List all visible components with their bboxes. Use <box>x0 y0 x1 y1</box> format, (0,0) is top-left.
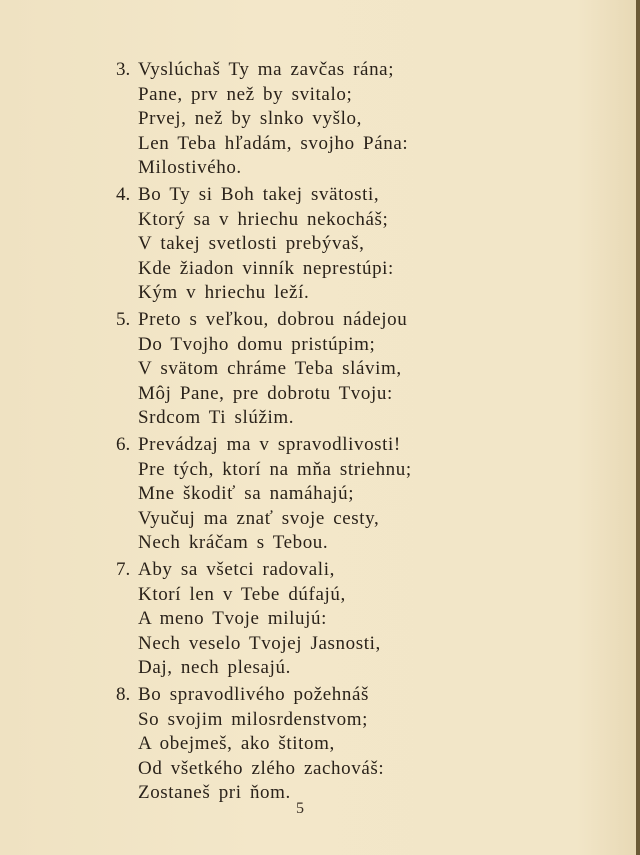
verse-line: Aby sa všetci radovali, <box>138 559 335 580</box>
verse-line: Nech veselo Tvojej Jasnosti, <box>138 632 381 654</box>
verse-line: Môj Pane, pre dobrotu Tvoju: <box>138 382 393 404</box>
verse-line: Vyslúchaš Ty ma zavčas rána; <box>138 59 395 80</box>
verse-line: Do Tvojho domu pristúpim; <box>138 333 376 355</box>
verse-lines <box>138 58 408 181</box>
verse-number: 8. <box>116 684 131 705</box>
verse-line: Prevádzaj ma v spravodlivosti! <box>138 434 401 455</box>
verse-line: Kde žiadon vinník neprestúpi: <box>138 257 394 279</box>
verse-3 <box>116 58 616 183</box>
verse-line: V takej svetlosti prebývaš, <box>138 233 365 254</box>
verse-line: Nech kráčam s Tebou. <box>138 532 329 553</box>
verse-lines <box>138 183 394 306</box>
verse-line: A meno Tvoje milujú: <box>138 608 328 629</box>
verse-lines <box>138 308 407 431</box>
verse-7 <box>116 558 616 683</box>
verse-number: 4. <box>116 184 131 205</box>
verse-line: A obejmeš, ako štitom, <box>138 733 335 754</box>
verse-line: Bo spravodlivého požehnáš <box>138 684 370 705</box>
page-edge <box>636 0 640 855</box>
verse-number: 3. <box>116 59 131 80</box>
verse-line: Bo Ty si Boh takej svätosti, <box>138 184 380 205</box>
verse-line: So svojim milosrdenstvom; <box>138 708 369 730</box>
verse-line: Ktorý sa v hriechu nekocháš; <box>138 208 389 230</box>
verse-line: Srdcom Ti slúžim. <box>138 407 295 428</box>
verse-line: V svätom chráme Teba slávim, <box>138 358 402 379</box>
page-number: 5 <box>296 800 304 817</box>
verse-line: Daj, nech plesajú. <box>138 657 291 678</box>
verse-line: Milostivého. <box>138 157 242 178</box>
verse-4 <box>116 183 616 308</box>
verse-lines <box>138 558 381 681</box>
verse-line: Preto s veľkou, dobrou nádejou <box>138 309 408 330</box>
verse-lines <box>138 683 384 806</box>
verse-number: 5. <box>116 309 131 330</box>
verse-line: Ktorí len v Tebe dúfajú, <box>138 583 346 605</box>
verse-line: Prvej, než by slnko vyšlo, <box>138 108 362 129</box>
verse-line: Vyučuj ma znať svoje cesty, <box>138 507 380 529</box>
verse-8 <box>116 683 616 808</box>
verse-5 <box>116 308 616 433</box>
verse-lines <box>138 433 412 556</box>
verse-line: Od všetkého zlého zachováš: <box>138 757 385 779</box>
verse-line: Pre tých, ktorí na mňa striehnu; <box>138 458 412 480</box>
verse-line: Kým v hriechu leží. <box>138 282 310 303</box>
verse-number: 6. <box>116 434 131 455</box>
verse-line: Mne škodiť sa namáhajú; <box>138 483 355 504</box>
verse-list <box>116 58 616 808</box>
verse-line: Zostaneš pri ňom. <box>138 782 291 803</box>
verse-line: Pane, prv než by svitalo; <box>138 83 353 105</box>
verse-line: Len Teba hľadám, svojho Pána: <box>138 132 409 154</box>
verse-number: 7. <box>116 559 131 580</box>
verse-6 <box>116 433 616 558</box>
